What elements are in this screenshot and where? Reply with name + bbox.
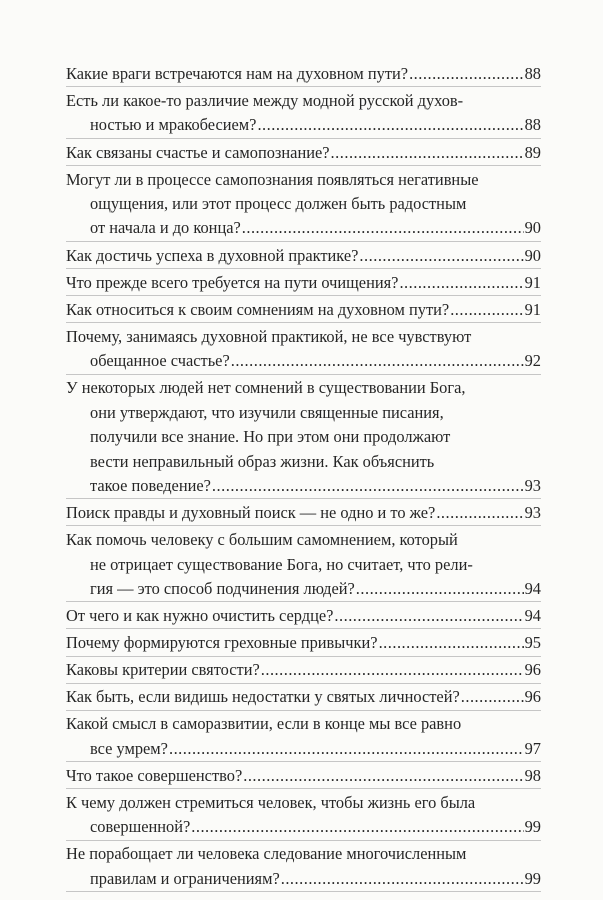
toc-line xyxy=(66,577,541,601)
toc-line xyxy=(66,815,541,839)
toc-entry-text: Что такое совершенство? xyxy=(66,765,243,785)
toc-line xyxy=(66,141,541,165)
toc-entry-text: Могут ли в процессе самопознания появляться негативные xyxy=(66,169,479,189)
page-number: 91 xyxy=(524,272,541,292)
page-number: 93 xyxy=(524,475,541,495)
toc-line xyxy=(66,349,541,373)
toc-line xyxy=(66,631,541,655)
page-number: 96 xyxy=(524,687,541,707)
toc-entry[interactable] xyxy=(66,658,541,683)
toc-entry[interactable] xyxy=(66,712,541,762)
toc-line xyxy=(66,425,450,449)
toc-entry[interactable] xyxy=(66,685,541,710)
page-number: 97 xyxy=(524,738,541,758)
dot-leader xyxy=(450,298,523,322)
toc-entry-text: От чего и как нужно очистить сердце? xyxy=(66,606,334,626)
toc-entry[interactable] xyxy=(66,62,541,87)
toc-entry-text: правилам и ограничениям? xyxy=(90,868,280,888)
dot-leader xyxy=(379,631,524,655)
toc-entry[interactable] xyxy=(66,501,541,526)
dot-leader xyxy=(461,685,524,709)
dot-leader xyxy=(243,764,523,788)
toc-line xyxy=(66,764,541,788)
toc-entry-text: Есть ли какое-то различие между модной русской духов- xyxy=(66,91,464,111)
toc-entry[interactable] xyxy=(66,298,541,323)
toc-line xyxy=(66,528,458,552)
toc-entry[interactable] xyxy=(66,604,541,629)
toc-line xyxy=(66,842,466,866)
page-number: 88 xyxy=(524,115,541,135)
toc-entry-text: У некоторых людей нет сомнений в существовании Бога, xyxy=(66,378,466,398)
toc-line xyxy=(66,244,541,268)
page-number: 92 xyxy=(524,351,541,371)
toc-entry[interactable] xyxy=(66,244,541,269)
page-number: 98 xyxy=(524,765,541,785)
toc-line xyxy=(66,867,541,891)
dot-leader xyxy=(334,604,523,628)
dot-leader xyxy=(212,474,524,498)
toc-entry-text: ощущения, или этот процесс должен быть радостным xyxy=(90,194,467,214)
dot-leader xyxy=(231,349,524,373)
dot-leader xyxy=(331,141,524,165)
toc-line xyxy=(66,791,475,815)
toc-line xyxy=(66,604,541,628)
toc-line xyxy=(66,216,541,240)
toc-entry-text: они утверждают, что изучили священные писания, xyxy=(90,402,444,422)
page-number: 99 xyxy=(524,868,541,888)
toc-entry-text: Как быть, если видишь недостатки у святых личностей? xyxy=(66,687,460,707)
page-number: 88 xyxy=(524,64,541,83)
toc-entry[interactable] xyxy=(66,376,541,499)
toc-entry-text: от начала и до конца? xyxy=(90,218,241,238)
toc-line xyxy=(66,501,541,525)
toc-line xyxy=(66,298,541,322)
toc-entry-text: Как достичь успеха в духовной практике? xyxy=(66,245,359,265)
page-number: 94 xyxy=(524,578,541,598)
toc-line xyxy=(66,271,541,295)
dot-leader xyxy=(169,737,524,761)
toc-line xyxy=(66,192,466,216)
page-number: 93 xyxy=(524,503,541,523)
page-number: 94 xyxy=(524,606,541,626)
dot-leader xyxy=(409,62,524,86)
toc-entry[interactable] xyxy=(66,325,541,375)
toc-line xyxy=(66,89,463,113)
toc-entry[interactable] xyxy=(66,89,541,139)
toc-entry-text: гия — это способ подчинения людей? xyxy=(90,578,355,598)
toc-line xyxy=(66,737,541,761)
dot-leader xyxy=(359,244,523,268)
toc-entry-text: Почему формируются греховные привычки? xyxy=(66,633,378,653)
page-number: 99 xyxy=(524,817,541,837)
toc-entry-text: Какой смысл в саморазвитии, если в конце мы все равно xyxy=(66,714,462,734)
toc-entry[interactable] xyxy=(66,271,541,296)
toc-entry[interactable] xyxy=(66,791,541,841)
toc-entry-text: совершенной? xyxy=(90,817,191,837)
page-number: 89 xyxy=(524,142,541,162)
toc-entry-text: такое поведение? xyxy=(90,475,211,495)
toc-entry-text: Не порабощает ли человека следование многочисленным xyxy=(66,844,467,864)
toc-line xyxy=(66,62,541,86)
page-number: 96 xyxy=(524,660,541,680)
toc-line xyxy=(66,376,465,400)
toc-entry-text: Почему, занимаясь духовной практикой, не все чувствуют xyxy=(66,326,472,346)
toc-entry[interactable] xyxy=(66,764,541,789)
toc-entry-text: Поиск правды и духовный поиск — не одно и то же? xyxy=(66,503,436,523)
toc-entry[interactable] xyxy=(66,168,541,242)
dot-leader xyxy=(436,501,523,525)
toc-line xyxy=(66,474,541,498)
dot-leader xyxy=(242,216,524,240)
page-number: 90 xyxy=(524,218,541,238)
toc-line xyxy=(66,450,434,474)
toc-line xyxy=(66,168,479,192)
toc-line xyxy=(66,658,541,682)
toc-entry[interactable] xyxy=(66,842,541,892)
page-number: 90 xyxy=(524,245,541,265)
toc-entry-text: вести неправильный образ жизни. Как объяснить xyxy=(90,451,435,471)
dot-leader xyxy=(281,867,524,891)
toc-entry-text: Как связаны счастье и самопознание? xyxy=(66,142,330,162)
toc-entry-text: получили все знание. Но при этом они продолжают xyxy=(90,427,451,447)
toc-entry-text: все умрем? xyxy=(90,738,168,758)
toc-entry-text: Каковы критерии святости? xyxy=(66,660,260,680)
toc-entry-text: Что прежде всего требуется на пути очищения? xyxy=(66,272,399,292)
toc-line xyxy=(66,685,541,709)
toc-line xyxy=(66,401,444,425)
dot-leader xyxy=(399,271,523,295)
page-number: 95 xyxy=(524,633,541,653)
dot-leader xyxy=(261,658,524,682)
toc-entry-text: обещанное счастье? xyxy=(90,351,230,371)
toc-line xyxy=(66,553,473,577)
toc-entry-text: Какие враги встречаются нам на духовном пути? xyxy=(66,64,409,83)
toc-entry-text: Как помочь человеку с большим самомнением, который xyxy=(66,530,458,550)
dot-leader xyxy=(356,577,524,601)
toc-line xyxy=(66,325,471,349)
toc-entry[interactable] xyxy=(66,631,541,656)
toc-line xyxy=(66,113,541,137)
toc-entry[interactable] xyxy=(66,528,541,602)
toc-entry-text: ностью и мракобесием? xyxy=(90,115,257,135)
toc-line xyxy=(66,712,461,736)
toc-entry-text: К чему должен стремиться человек, чтобы жизнь его была xyxy=(66,792,476,812)
toc-entry-text: не отрицает существование Бога, но считает, что рели- xyxy=(90,554,473,574)
toc-entry-text: Как относиться к своим сомнениям на духовном пути? xyxy=(66,299,450,319)
page-number: 91 xyxy=(524,299,541,319)
dot-leader xyxy=(191,815,523,839)
dot-leader xyxy=(257,113,523,137)
toc-entry[interactable] xyxy=(66,141,541,166)
